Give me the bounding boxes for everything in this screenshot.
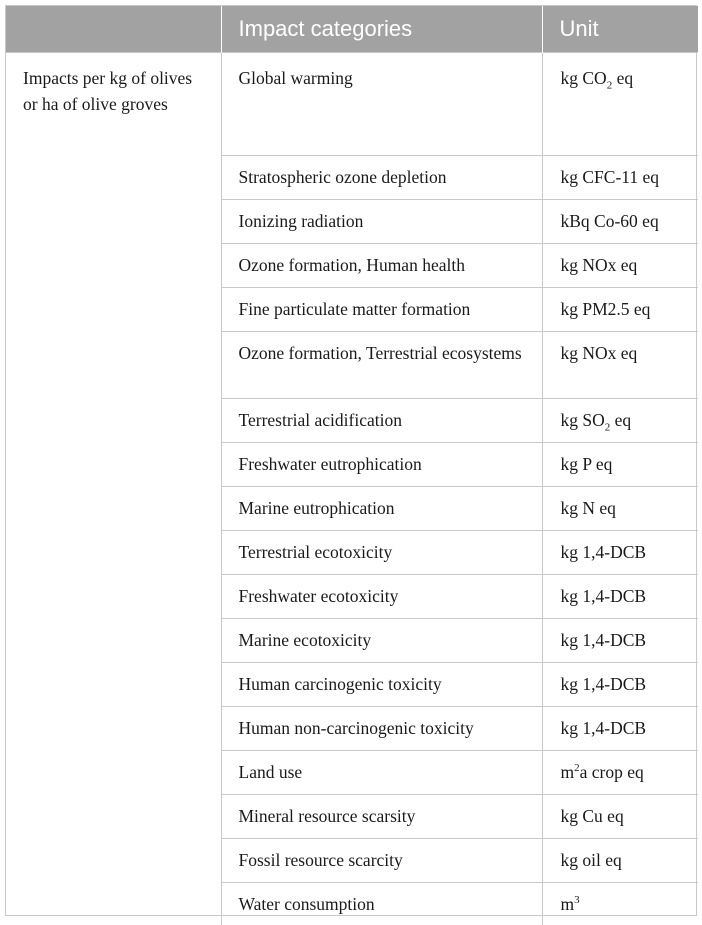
impact-category-cell: Terrestrial ecotoxicity — [221, 530, 542, 574]
header-blank-cell — [6, 6, 221, 52]
impact-category-cell: Ozone formation, Human health — [221, 243, 542, 287]
impact-category-cell: Terrestrial acidification — [221, 398, 542, 442]
header-row — [6, 6, 698, 52]
unit-text: m — [560, 893, 575, 914]
unit-cell: kg 1,4-DCB — [542, 706, 698, 750]
unit-cell: kg 1,4-DCB — [542, 574, 698, 618]
unit-cell: kg 1,4-DCB — [542, 662, 698, 706]
unit-cell — [542, 52, 698, 155]
impact-category-cell: Freshwater ecotoxicity — [221, 574, 542, 618]
group-label-cell: Impacts per kg of olives or ha of olive groves — [6, 52, 221, 925]
unit-cell: kg 1,4-DCB — [542, 530, 698, 574]
unit-text-suffix: eq — [610, 409, 632, 430]
unit-cell — [542, 398, 698, 442]
impact-table-container — [5, 5, 697, 916]
unit-cell: kg oil eq — [542, 838, 698, 882]
impact-category-cell: Ionizing radiation — [221, 199, 542, 243]
impact-category-cell: Freshwater eutrophication — [221, 442, 542, 486]
unit-text-suffix: a crop eq — [579, 761, 644, 782]
unit-cell: kg Cu eq — [542, 794, 698, 838]
impact-category-cell: Marine ecotoxicity — [221, 618, 542, 662]
impact-category-cell: Mineral resource scarsity — [221, 794, 542, 838]
impact-category-cell: Global warming — [221, 52, 542, 155]
unit-cell: kg N eq — [542, 486, 698, 530]
unit-cell: kg NOx eq — [542, 331, 698, 398]
unit-superscript: 3 — [574, 893, 580, 906]
unit-cell: kg P eq — [542, 442, 698, 486]
table-header — [6, 6, 698, 52]
unit-cell: kBq Co-60 eq — [542, 199, 698, 243]
unit-cell — [542, 882, 698, 925]
header-impact-categories: Impact categories — [221, 6, 542, 52]
impact-category-cell: Ozone formation, Terrestrial ecosystems — [221, 331, 542, 398]
header-unit: Unit — [542, 6, 698, 52]
unit-subscript: 2 — [604, 421, 611, 433]
impact-category-cell: Water consumption — [221, 882, 542, 925]
impact-category-cell: Fine particulate matter formation — [221, 287, 542, 331]
impact-category-cell: Stratospheric ozone depletion — [221, 155, 542, 199]
unit-text: kg SO — [560, 409, 605, 430]
unit-text: m — [560, 761, 575, 782]
unit-text-suffix: eq — [612, 67, 634, 88]
impact-category-cell: Land use — [221, 750, 542, 794]
unit-cell: kg PM2.5 eq — [542, 287, 698, 331]
unit-text: kg CO — [560, 67, 607, 88]
impact-category-cell: Human non-carcinogenic toxicity — [221, 706, 542, 750]
unit-cell — [542, 750, 698, 794]
impact-category-cell: Marine eutrophication — [221, 486, 542, 530]
impact-category-cell: Human carcinogenic toxicity — [221, 662, 542, 706]
unit-subscript: 2 — [606, 79, 613, 91]
table-body — [6, 52, 698, 925]
impact-categories-table — [6, 6, 698, 925]
unit-cell: kg 1,4-DCB — [542, 618, 698, 662]
unit-cell: kg NOx eq — [542, 243, 698, 287]
unit-cell: kg CFC-11 eq — [542, 155, 698, 199]
impact-category-cell: Fossil resource scarcity — [221, 838, 542, 882]
unit-superscript: 2 — [574, 761, 580, 774]
table-row — [6, 52, 698, 155]
